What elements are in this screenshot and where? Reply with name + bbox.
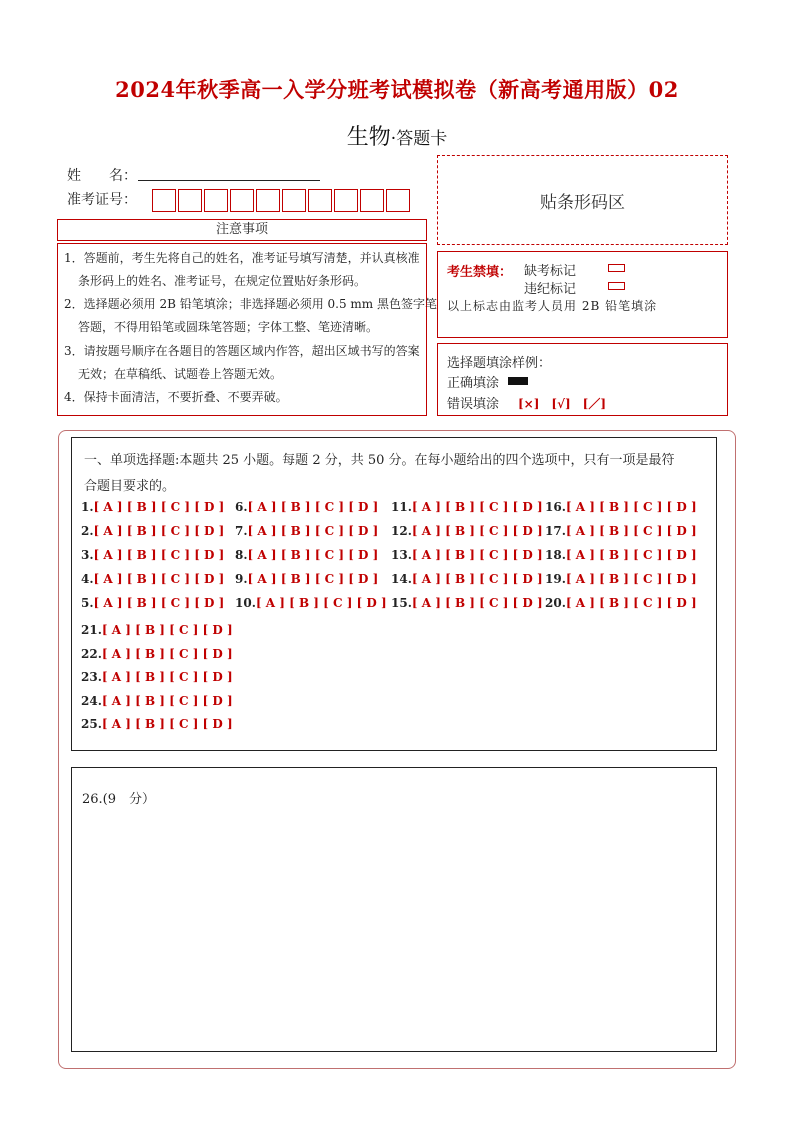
wrong-fill-label: 错误填涂 [447, 397, 500, 412]
answer-options[interactable]: [ A ] [ B ] [ C ] [ D ] [411, 572, 543, 586]
correct-fill-label: 正确填涂 [447, 376, 500, 391]
question-number: 9. [235, 572, 248, 586]
exam-id-digit-box[interactable] [360, 189, 384, 212]
fill-sample-label: 选择题填涂样例： [447, 356, 552, 371]
choice-question[interactable] [545, 524, 697, 538]
question-number: 12. [391, 524, 412, 538]
notice-line: 3．请按题号顺序在各题目的答题区域内作答，超出区域书写的答案 [64, 344, 420, 358]
answer-options[interactable]: [ A ] [ B ] [ C ] [ D ] [101, 647, 233, 661]
choice-question[interactable] [235, 596, 387, 610]
correct-fill-sample [508, 377, 528, 385]
question-number: 19. [545, 572, 566, 586]
question-number: 5. [81, 596, 94, 610]
missing-mark-box[interactable] [608, 264, 625, 272]
answer-options[interactable]: [ A ] [ B ] [ C ] [ D ] [411, 524, 543, 538]
choice-question[interactable] [545, 500, 697, 514]
answer-options[interactable]: [ A ] [ B ] [ C ] [ D ] [93, 500, 225, 514]
answer-options[interactable]: [ A ] [ B ] [ C ] [ D ] [247, 572, 379, 586]
answer-options[interactable]: [ A ] [ B ] [ C ] [ D ] [93, 572, 225, 586]
answer-options[interactable]: [ A ] [ B ] [ C ] [ D ] [247, 500, 379, 514]
question-number: 16. [545, 500, 566, 514]
subject-name: 生物 [346, 125, 391, 150]
notice-line: 1．答题前，考生先将自己的姓名，准考证号填写清楚，并认真核准 [64, 251, 420, 265]
question-number: 13. [391, 548, 412, 562]
question-26-box[interactable] [71, 767, 717, 1052]
choice-question[interactable] [81, 694, 233, 708]
question-26-label: 26.(9 分） [82, 792, 156, 807]
question-number: 6. [235, 500, 248, 514]
question-number: 17. [545, 524, 566, 538]
choice-question[interactable] [235, 548, 378, 562]
answer-options[interactable]: [ A ] [ B ] [ C ] [ D ] [93, 524, 225, 538]
question-number: 4. [81, 572, 94, 586]
answer-options[interactable]: [ A ] [ B ] [ C ] [ D ] [247, 524, 379, 538]
prohibited-label: 考生禁填： [447, 265, 513, 280]
choice-section [71, 437, 717, 751]
question-number: 7. [235, 524, 248, 538]
question-number: 21. [81, 623, 102, 637]
answer-options[interactable]: [ A ] [ B ] [ C ] [ D ] [101, 623, 233, 637]
barcode-label: 贴条形码区 [540, 193, 625, 213]
choice-question[interactable] [235, 500, 378, 514]
notice-line: 无效；在草稿纸、试题卷上答题无效。 [78, 367, 283, 381]
choice-question[interactable] [81, 647, 233, 661]
choice-question[interactable] [235, 572, 378, 586]
question-number: 20. [545, 596, 566, 610]
notice-heading: 注意事项 [57, 219, 427, 241]
answer-options[interactable]: [ A ] [ B ] [ C ] [ D ] [247, 548, 379, 562]
exam-id-digit-box[interactable] [256, 189, 280, 212]
choice-question[interactable] [81, 500, 224, 514]
answer-options[interactable]: [ A ] [ B ] [ C ] [ D ] [565, 548, 697, 562]
exam-id-digit-box[interactable] [308, 189, 332, 212]
fill-sample-box [437, 343, 728, 416]
name-label: 姓 名： [67, 168, 137, 184]
question-number: 8. [235, 548, 248, 562]
exam-id-digit-box[interactable] [334, 189, 358, 212]
answer-options[interactable]: [ A ] [ B ] [ C ] [ D ] [565, 524, 697, 538]
question-number: 23. [81, 670, 102, 684]
notice-box [57, 243, 438, 416]
exam-id-label: 准考证号： [67, 192, 137, 208]
question-number: 25. [81, 717, 102, 731]
subject-suffix: ·答题卡 [390, 129, 448, 149]
exam-id-digit-box[interactable] [282, 189, 306, 212]
exam-id-digit-box[interactable] [152, 189, 176, 212]
missing-mark-label: 缺考标记 [524, 264, 577, 279]
question-number: 2. [81, 524, 94, 538]
wrong-fill-samples: [×] [√] [／] [518, 397, 607, 411]
answer-options[interactable]: [ A ] [ B ] [ C ] [ D ] [565, 572, 697, 586]
question-number: 15. [391, 596, 412, 610]
answer-options[interactable]: [ A ] [ B ] [ C ] [ D ] [93, 596, 225, 610]
choice-question[interactable] [235, 524, 378, 538]
notice-line: 2．选择题必须用 2B 铅笔填涂；非选择题必须用 0.5 mm 黑色签字笔 [64, 297, 438, 311]
exam-title: 2024年秋季高一入学分班考试模拟卷（新高考通用版）02 [115, 77, 679, 102]
answer-options[interactable]: [ A ] [ B ] [ C ] [ D ] [411, 548, 543, 562]
barcode-area [437, 155, 728, 245]
question-number: 1. [81, 500, 94, 514]
exam-id-digit-box[interactable] [386, 189, 410, 212]
violation-mark-label: 违纪标记 [524, 282, 577, 297]
notice-line: 条形码上的姓名、准考证号，在规定位置贴好条形码。 [78, 274, 367, 288]
exam-id-digit-box[interactable] [204, 189, 228, 212]
answer-options[interactable]: [ A ] [ B ] [ C ] [ D ] [411, 500, 543, 514]
subject-heading [0, 120, 794, 151]
violation-mark-box[interactable] [608, 282, 625, 290]
question-number: 14. [391, 572, 412, 586]
answer-options[interactable]: [ A ] [ B ] [ C ] [ D ] [255, 596, 387, 610]
notice-line: 答题，不得用铅笔或圆珠笔答题；字体工整、笔迹清晰。 [78, 320, 379, 334]
choice-question[interactable] [81, 670, 233, 684]
notice-line: 4．保持卡面清洁，不要折叠、不要弄破。 [64, 390, 288, 404]
choice-question[interactable] [81, 524, 224, 538]
answer-options[interactable]: [ A ] [ B ] [ C ] [ D ] [565, 596, 697, 610]
answer-options[interactable]: [ A ] [ B ] [ C ] [ D ] [101, 670, 233, 684]
question-number: 18. [545, 548, 566, 562]
question-number: 22. [81, 647, 102, 661]
choice-instruction: 一、单项选择题:本题共 25 小题。每题 2 分，共 50 分。在每小题给出的四个选项中，只有一项是最符 [84, 453, 675, 468]
choice-question[interactable] [81, 572, 224, 586]
proctor-marks-box [437, 251, 728, 338]
question-number: 3. [81, 548, 94, 562]
name-field[interactable] [138, 180, 320, 181]
choice-question[interactable] [391, 500, 543, 514]
answer-options[interactable]: [ A ] [ B ] [ C ] [ D ] [101, 694, 233, 708]
choice-question[interactable] [391, 596, 543, 610]
answer-options[interactable]: [ A ] [ B ] [ C ] [ D ] [101, 717, 233, 731]
choice-question[interactable] [81, 548, 224, 562]
choice-question[interactable] [81, 717, 233, 731]
choice-question[interactable] [545, 596, 697, 610]
answer-options[interactable]: [ A ] [ B ] [ C ] [ D ] [93, 548, 225, 562]
answer-options[interactable]: [ A ] [ B ] [ C ] [ D ] [565, 500, 697, 514]
question-number: 11. [391, 500, 412, 514]
choice-question[interactable] [545, 548, 697, 562]
choice-instruction-cont: 合题目要求的。 [84, 479, 176, 494]
choice-question[interactable] [391, 524, 543, 538]
answer-options[interactable]: [ A ] [ B ] [ C ] [ D ] [411, 596, 543, 610]
exam-id-digit-box[interactable] [230, 189, 254, 212]
proctor-note: 以上标志由监考人员用 2B 铅笔填涂 [447, 299, 658, 313]
question-number: 24. [81, 694, 102, 708]
choice-question[interactable] [391, 572, 543, 586]
choice-question[interactable] [545, 572, 697, 586]
choice-question[interactable] [81, 623, 233, 637]
question-number: 10. [235, 596, 256, 610]
exam-id-digit-box[interactable] [178, 189, 202, 212]
choice-question[interactable] [391, 548, 543, 562]
choice-question[interactable] [81, 596, 224, 610]
